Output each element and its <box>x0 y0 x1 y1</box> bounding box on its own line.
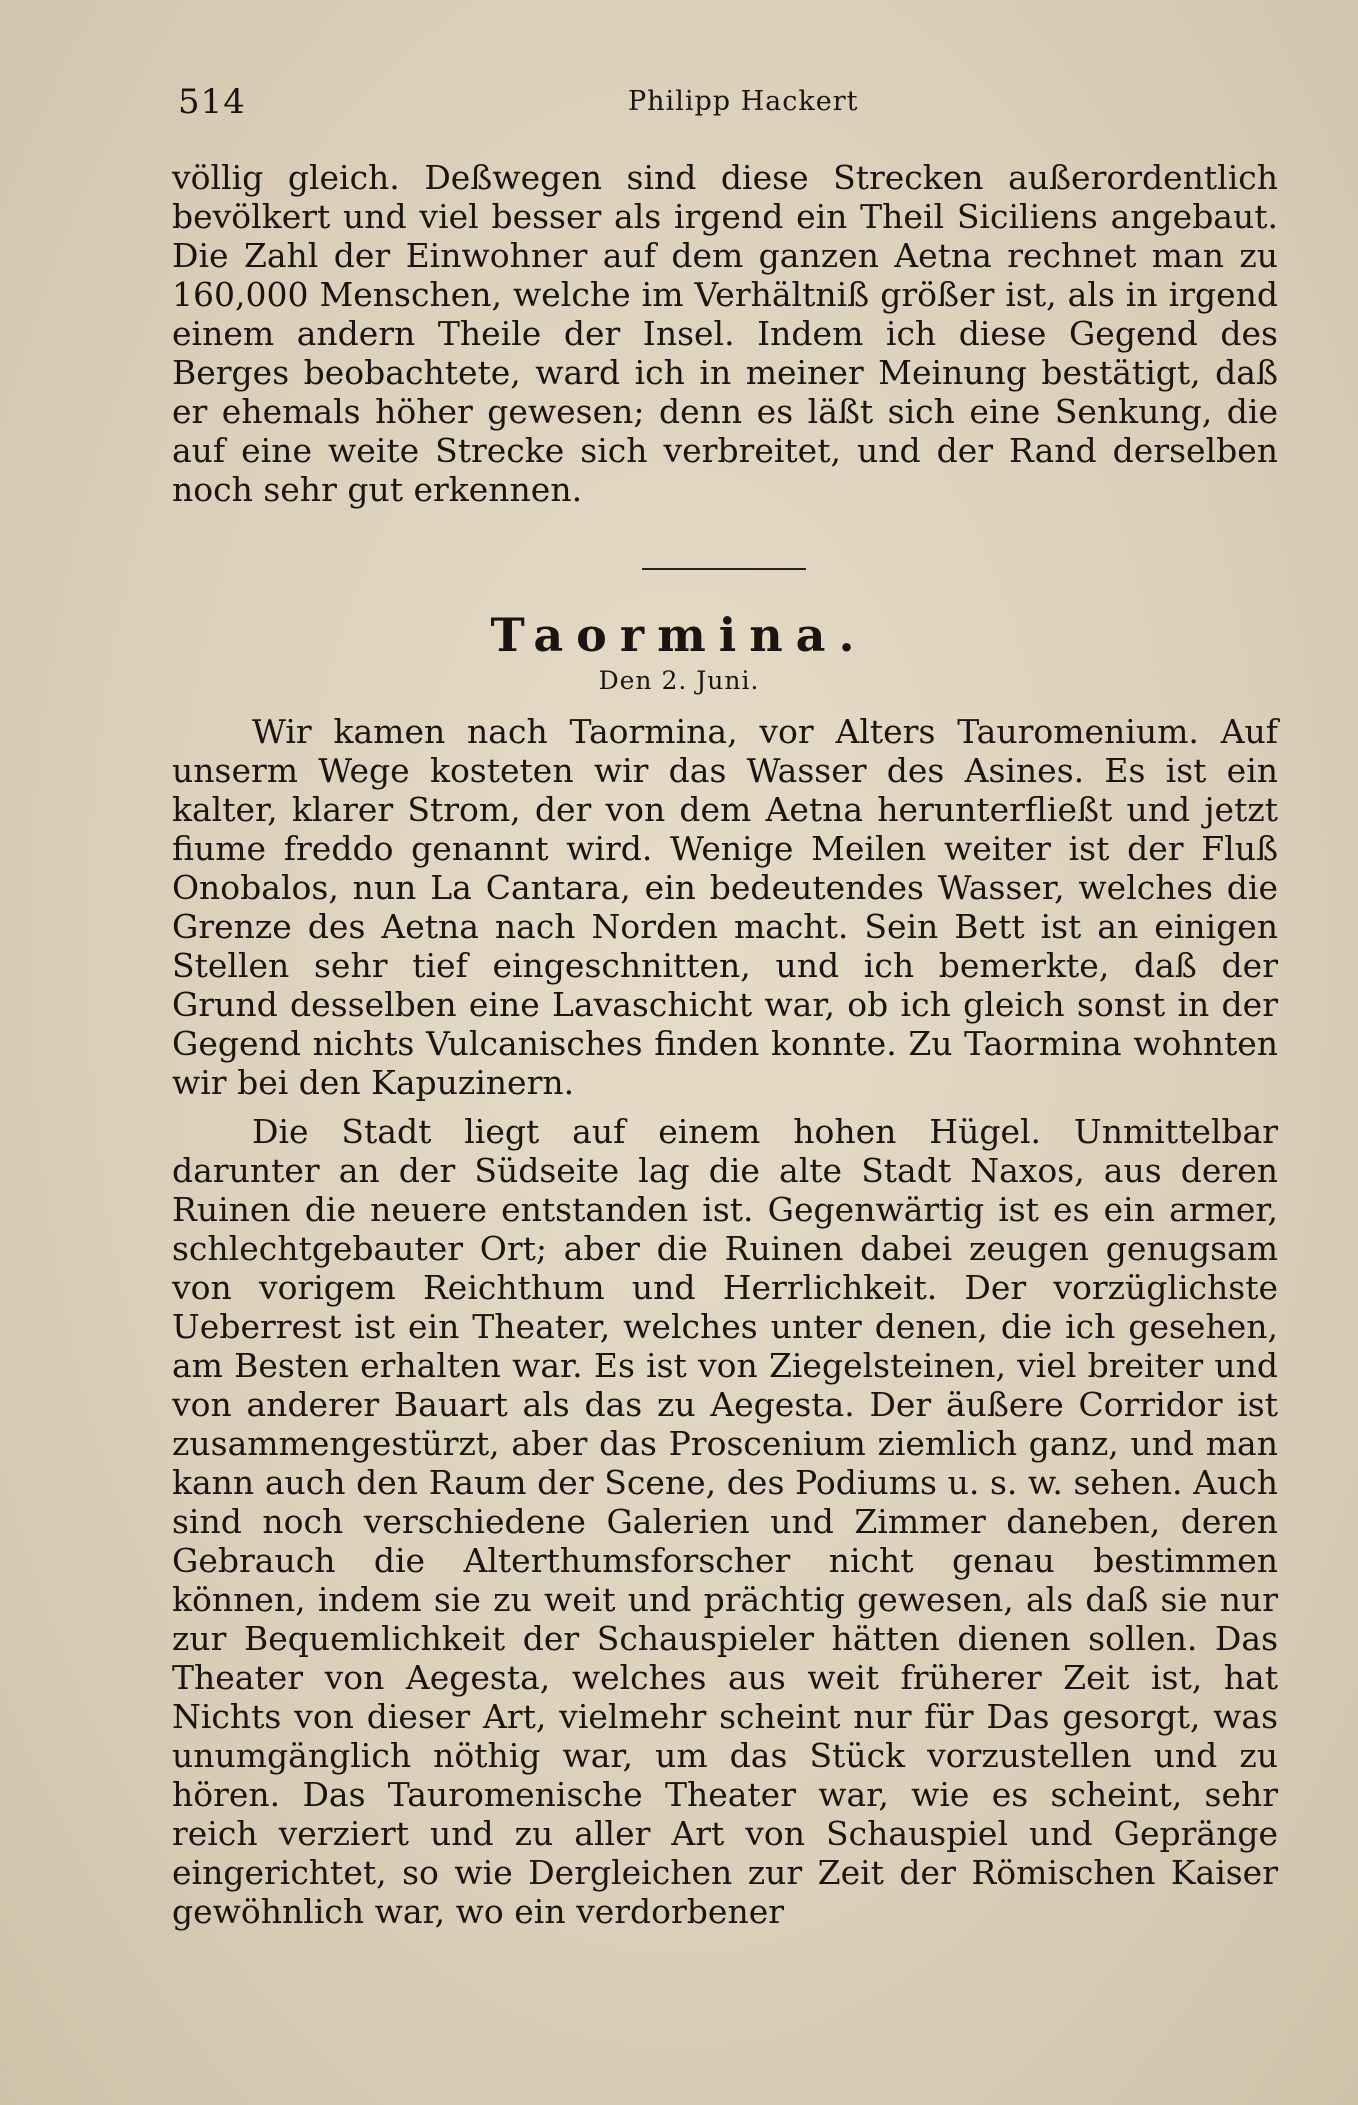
section-date: Den 2. Juni. <box>598 666 760 695</box>
paragraph: Wir kamen nach Taormina, vor Alters Tauromenium. Auf unserm Wege kosteten wir das Wasser des Asines. Es ist ein kalter, klarer Strom, der von dem Aetna herunterfließt und jetzt fiume freddo genannt wird. Wenige Meilen weiter ist der Fluß Onobalos, nun La Cantara, ein bedeutendes Wasser, welches die Grenze des Aetna nach Norden macht. Sein Bett ist an einigen Stellen sehr tief eingeschnitten, und ich bemerkte, daß der Grund desselben eine Lavaschicht war, ob ich gleich sonst in der Gegend nichts Vulcanisches finden konnte. Zu Taormina wohnten wir bei den Kapuzinern. <box>172 712 1278 1102</box>
paragraph-block-2 <box>172 1112 1278 1931</box>
intro-paragraph-block <box>172 158 1278 509</box>
page-number: 514 <box>178 82 246 122</box>
section-title: Taormina. <box>490 608 868 662</box>
running-head <box>178 82 1262 122</box>
intro-paragraph: völlig gleich. Deßwegen sind diese Strecken außerordentlich bevölkert und viel besser als irgend ein Theil Siciliens angebaut. Die Zahl der Einwohner auf dem ganzen Aetna rechnet man zu 160,000 Menschen, welche im Verhältniß größer ist, als in irgend einem andern Theile der Insel. Indem ich diese Gegend des Berges beobachtete, ward ich in meiner Meinung bestätigt, daß er ehemals höher gewesen; denn es läßt sich eine Senkung, die auf eine weite Strecke sich verbreitet, und der Rand derselben noch sehr gut erkennen. <box>172 158 1278 509</box>
paragraph: Die Stadt liegt auf einem hohen Hügel. Unmittelbar darunter an der Südseite lag die alte Stadt Naxos, aus deren Ruinen die neuere entstanden ist. Gegenwärtig ist es ein armer, schlechtgebauter Ort; aber die Ruinen dabei zeugen genugsam von vorigem Reichthum und Herrlichkeit. Der vorzüglichste Ueberrest ist ein Theater, welches unter denen, die ich gesehen, am Besten erhalten war. Es ist von Ziegelsteinen, viel breiter und von anderer Bauart als das zu Aegesta. Der äußere Corridor ist zusammengestürzt, aber das Proscenium ziemlich ganz, und man kann auch den Raum der Scene, des Podiums u. s. w. sehen. Auch sind noch verschiedene Galerien und Zimmer daneben, deren Gebrauch die Alterthumsforscher nicht genau bestimmen können, indem sie zu weit und prächtig gewesen, als daß sie nur zur Bequemlichkeit der Schauspieler hätten dienen sollen. Das Theater von Aegesta, welches aus weit früherer Zeit ist, hat Nichts von dieser Art, vielmehr scheint nur für Das gesorgt, was unumgänglich nöthig war, um das Stück vorzustellen und zu hören. Das Tauromenische Theater war, wie es scheint, sehr reich verziert und zu aller Art von Schauspiel und Gepränge eingerichtet, so wie Dergleichen zur Zeit der Römischen Kaiser gewöhnlich war, wo ein verdorbener <box>172 1112 1278 1931</box>
section-divider <box>642 568 806 570</box>
paragraph-block-1 <box>172 712 1278 1102</box>
running-title: Philipp Hackert <box>628 86 859 117</box>
